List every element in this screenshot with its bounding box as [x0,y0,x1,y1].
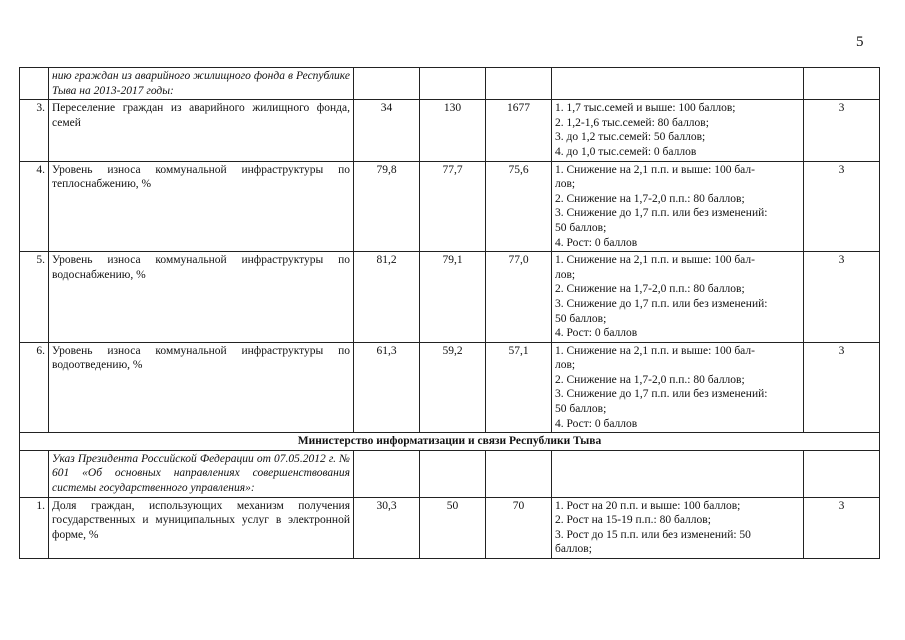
value-3: 70 [486,497,552,558]
score: 3 [804,252,880,343]
value-1: 79,8 [354,161,420,252]
value-3: 77,0 [486,252,552,343]
criteria-line: 2. Рост на 15-19 п.п.: 80 баллов; [555,514,711,527]
continued-text: нию граждан из аварийного жилищного фонда в Республике Тыва на 2013-2017 годы: [49,68,354,100]
row-number: 4. [20,161,49,252]
decree-text: Указ Президента Российской Федерации от 07.05.2012 г. № 601 «Об основных направлениях совершенствования системы государственного управления»: [49,450,354,497]
indicators-table [19,67,880,559]
criteria-line: 4. до 1,0 тыс.семей: 0 баллов [555,145,697,158]
decree-row [20,450,880,497]
value-1: 81,2 [354,252,420,343]
section-header-row [20,433,880,451]
row-number: 1. [20,497,49,558]
section-title: Министерство информатизации и связи Республики Тыва [20,433,880,451]
row-number: 5. [20,252,49,343]
table-row [20,252,880,343]
criteria-line: 50 баллов; [555,403,607,416]
page-number: 5 [856,34,864,50]
criteria [552,100,804,161]
indicator-name: Уровень износа коммунальной инфраструктуры по водоснабжению, % [49,252,354,343]
criteria [552,342,804,433]
criteria-line: 1. 1,7 тыс.семей и выше: 100 баллов; [555,102,736,115]
criteria-line: 3. Снижение до 1,7 п.п. или без изменений: [555,297,768,310]
table-row [20,497,880,558]
criteria-line: лов; [555,359,576,372]
indicator-name: Уровень износа коммунальной инфраструктуры по теплоснабжению, % [49,161,354,252]
continued-row [20,68,880,100]
indicator-name: Уровень износа коммунальной инфраструктуры по водоотведению, % [49,342,354,433]
criteria [552,161,804,252]
criteria-line: 1. Рост на 20 п.п. и выше: 100 баллов; [555,499,741,512]
criteria-line: 2. Снижение на 1,7-2,0 п.п.: 80 баллов; [555,283,745,296]
value-3: 75,6 [486,161,552,252]
criteria [552,252,804,343]
criteria-line: 1. Снижение на 2,1 п.п. и выше: 100 бал- [555,254,755,267]
value-1: 34 [354,100,420,161]
score: 3 [804,161,880,252]
score: 3 [804,342,880,433]
value-1: 61,3 [354,342,420,433]
criteria-line: 1. Снижение на 2,1 п.п. и выше: 100 бал- [555,163,755,176]
criteria-line: 50 баллов; [555,312,607,325]
table-row [20,100,880,161]
score: 3 [804,497,880,558]
criteria-line: 3. Снижение до 1,7 п.п. или без изменений: [555,207,768,220]
criteria-line: 3. Снижение до 1,7 п.п. или без изменений: [555,388,768,401]
row-number: 6. [20,342,49,433]
table-row [20,342,880,433]
criteria-line: 4. Рост: 0 баллов [555,236,638,249]
indicator-name: Доля граждан, использующих механизм получения государственных и муниципальных услуг в электронной форме, % [49,497,354,558]
value-1: 30,3 [354,497,420,558]
criteria-line: 1. Снижение на 2,1 п.п. и выше: 100 бал- [555,344,755,357]
criteria-line: 3. Рост до 15 п.п. или без изменений: 50 [555,528,751,541]
value-2: 59,2 [420,342,486,433]
criteria-line: 2. Снижение на 1,7-2,0 п.п.: 80 баллов; [555,373,745,386]
criteria-line: 4. Рост: 0 баллов [555,327,638,340]
value-2: 50 [420,497,486,558]
value-3: 1677 [486,100,552,161]
row-number: 3. [20,100,49,161]
value-2: 77,7 [420,161,486,252]
criteria-line: баллов; [555,543,592,556]
criteria-line: 3. до 1,2 тыс.семей: 50 баллов; [555,131,706,144]
value-2: 79,1 [420,252,486,343]
criteria-line: лов; [555,268,576,281]
criteria-line: 2. 1,2-1,6 тыс.семей: 80 баллов; [555,116,709,129]
indicator-name: Переселение граждан из аварийного жилищного фонда, семей [49,100,354,161]
criteria-line: 4. Рост: 0 баллов [555,417,638,430]
score: 3 [804,100,880,161]
criteria-line: 50 баллов; [555,221,607,234]
value-3: 57,1 [486,342,552,433]
criteria [552,497,804,558]
criteria-line: лов; [555,178,576,191]
value-2: 130 [420,100,486,161]
table-row [20,161,880,252]
criteria-line: 2. Снижение на 1,7-2,0 п.п.: 80 баллов; [555,192,745,205]
